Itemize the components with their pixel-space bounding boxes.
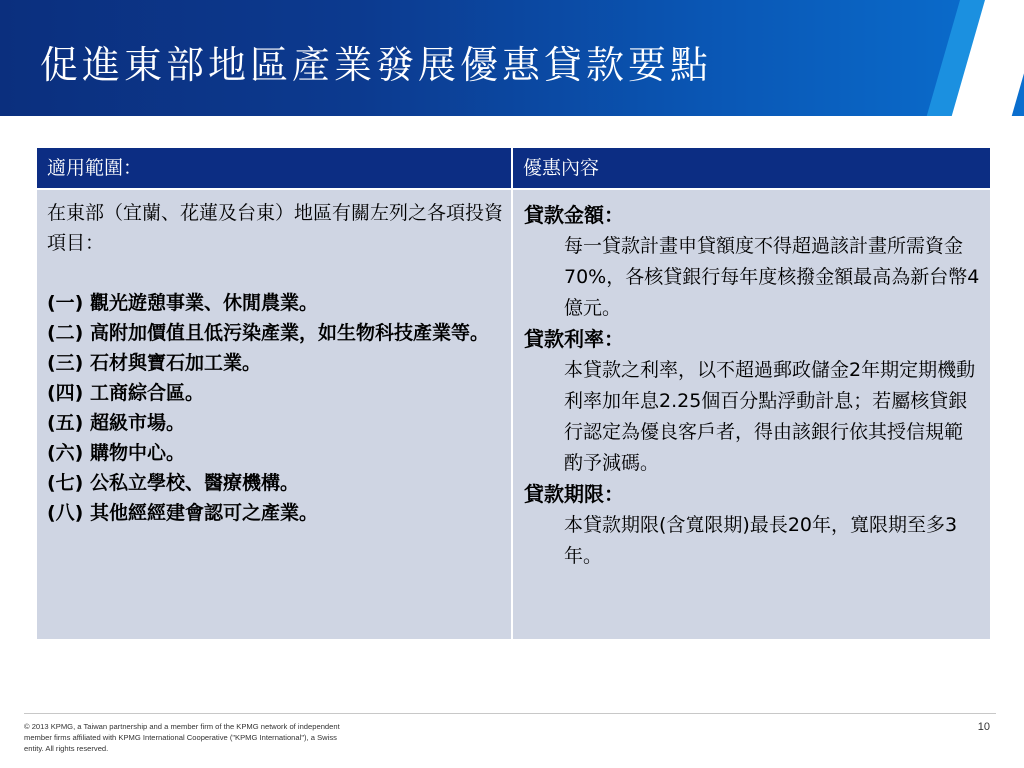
loan-amount-heading: 貸款金額： <box>524 203 624 227</box>
loan-rate-text: 本貸款之利率，以不超過郵政儲金2年期定期機動利率加年息2.25個百分點浮動計息；若屬核貸銀行認定為優良客戶者，得由該銀行依其授信規範酌予減碼。 <box>564 359 976 474</box>
header-benefits: 優惠內容 <box>513 148 990 188</box>
scope-cell <box>47 198 503 528</box>
scope-item: (八) 其他經經建會認可之產業。 <box>47 502 318 524</box>
scope-item: (四) 工商綜合區。 <box>47 382 204 404</box>
loan-term-text: 本貸款期限(含寬限期)最長20年，寬限期至多3年。 <box>564 514 958 567</box>
copyright-notice: © 2013 KPMG, a Taiwan partnership and a member firm of the KPMG network of independent member firms affiliated with KPMG International Cooperative ("KPMG International"), a Swiss entity. All rights reserved. <box>24 722 340 753</box>
scope-item: (七) 公私立學校、醫療機構。 <box>47 472 299 494</box>
scope-intro: 在東部（宜蘭、花蓮及台東）地區有關左列之各項投資項目： <box>47 202 504 254</box>
benefits-cell <box>524 200 980 572</box>
loan-amount-text: 每一貸款計畫申貸額度不得超過該計畫所需資金70%，各核貸銀行每年度核撥金額最高為新台幣4億元。 <box>564 235 980 319</box>
header-divider <box>37 188 990 190</box>
scope-item: (二) 高附加價值且低污染產業，如生物科技產業等。 <box>47 322 489 344</box>
scope-item: (六) 購物中心。 <box>47 442 185 464</box>
column-divider <box>511 148 513 639</box>
page-number: 10 <box>977 721 990 733</box>
header-scope: 適用範圍： <box>37 148 511 188</box>
loan-rate-heading: 貸款利率： <box>524 327 624 351</box>
footer-divider <box>24 713 996 714</box>
loan-term-heading: 貸款期限： <box>524 482 624 506</box>
scope-item: (五) 超級市場。 <box>47 412 185 434</box>
title-banner <box>0 0 1024 116</box>
slide-title: 促進東部地區產業發展優惠貸款要點 <box>40 43 713 87</box>
loan-terms-table <box>37 148 990 639</box>
scope-item: (三) 石材與寶石加工業。 <box>47 352 261 374</box>
scope-item: (一) 觀光遊憩事業、休閒農業。 <box>47 292 318 314</box>
